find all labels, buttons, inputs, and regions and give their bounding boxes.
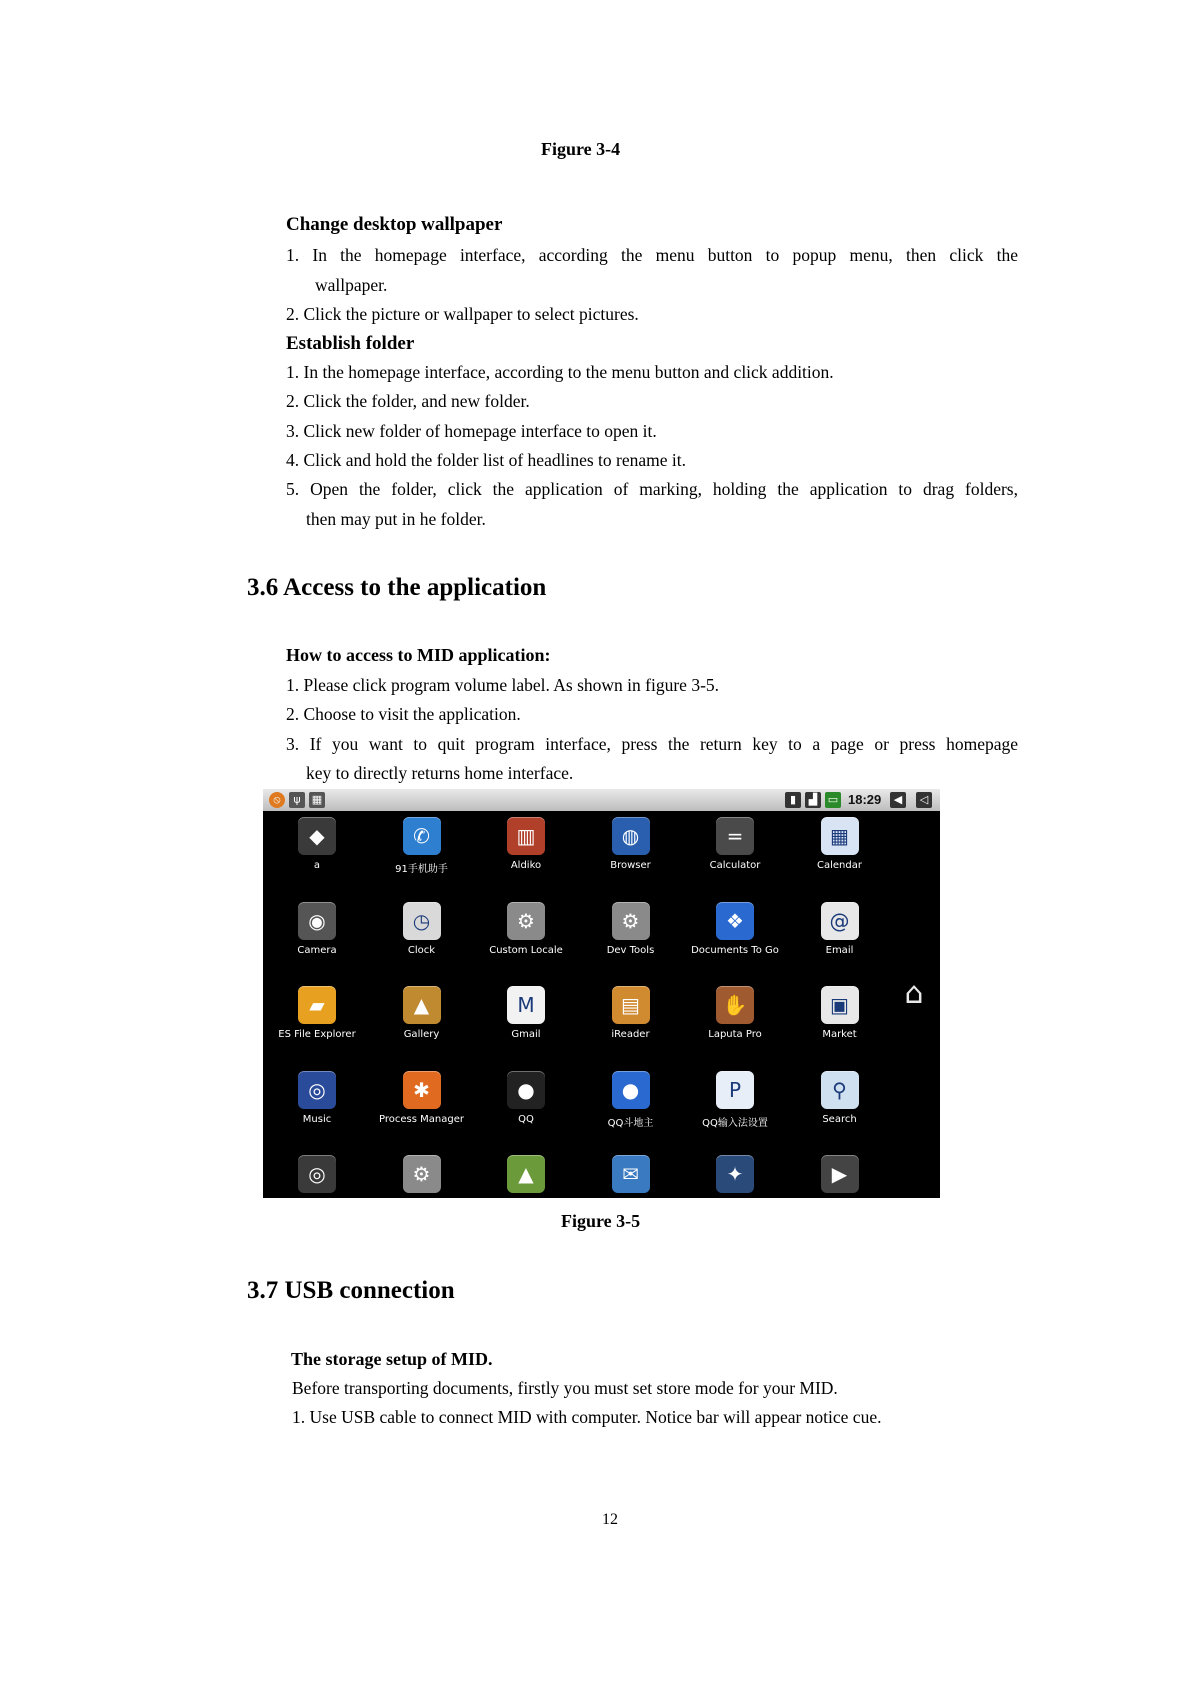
figure-caption: Figure 3-4	[541, 139, 621, 159]
status-time: 18:29	[848, 792, 882, 807]
android-icon: ▲	[507, 1155, 545, 1193]
app-label: Music	[302, 1113, 332, 1125]
app-label: Process Manager	[379, 1113, 464, 1125]
section-title-3-7: 3.7 USB connection	[247, 1277, 455, 1304]
app-label: Documents To Go	[691, 944, 779, 956]
folder-heading: Establish folder	[286, 333, 415, 354]
app-camera[interactable]	[265, 896, 369, 980]
compass-icon: ✦	[716, 1155, 754, 1193]
app-qq斗地主[interactable]	[579, 1065, 683, 1149]
app-label: Calculator	[709, 860, 761, 871]
app-label: Gallery	[403, 1029, 440, 1040]
app-clock[interactable]	[370, 896, 474, 980]
app-label: ES File Explorer	[278, 1029, 356, 1040]
folder-icon: ▰	[298, 986, 336, 1024]
gmail-icon: M	[507, 986, 545, 1024]
app-market[interactable]	[788, 980, 892, 1064]
calendar-icon: ▦	[821, 817, 859, 855]
app-music[interactable]	[265, 1065, 369, 1149]
app-label: Search	[822, 1113, 857, 1125]
access-step-3-cont: key to directly returns home interface.	[306, 763, 574, 783]
cube-icon: ◆	[298, 817, 336, 855]
folder-step-3: 3. Click new folder of homepage interface to open it.	[286, 421, 657, 441]
usb-icon: ψ	[289, 792, 305, 808]
app-gmail[interactable]	[474, 980, 578, 1064]
app-unlabeled-24[interactable]	[265, 1149, 369, 1198]
bookshelf-icon: ▥	[507, 817, 545, 855]
app-label: Clock	[407, 944, 436, 956]
ireader-icon: ▤	[612, 986, 650, 1024]
wallpaper-step-1-cont: wallpaper.	[315, 275, 388, 295]
market-icon: ▣	[821, 986, 859, 1024]
app-label: QQ斗地主	[607, 1117, 654, 1129]
folder-step-2: 2. Click the folder, and new folder.	[286, 391, 530, 411]
clock-icon: ◷	[403, 902, 441, 940]
usb-line-1: Before transporting documents, firstly you must set store mode for your MID.	[292, 1378, 838, 1398]
access-step-3: 3. If you want to quit program interface, press the return key to a page or press homepage	[286, 734, 1018, 754]
app-label: Browser	[610, 860, 651, 871]
app-browser[interactable]	[579, 811, 683, 895]
app-drawer-screenshot	[263, 789, 940, 1198]
phone-assistant-icon: ✆	[403, 817, 441, 855]
penguin-icon: ●	[507, 1071, 545, 1109]
app-custom-locale[interactable]	[474, 896, 578, 980]
app-gallery[interactable]	[370, 980, 474, 1064]
home-icon[interactable]: ⌂	[904, 976, 924, 1011]
app-label: Camera	[297, 944, 337, 956]
app-label: a	[313, 860, 321, 871]
app-label: Gmail	[511, 1029, 541, 1040]
app-qq输入法设置[interactable]	[683, 1065, 787, 1149]
youtube-icon: ▶	[821, 1155, 859, 1193]
folder-step-1: 1. In the homepage interface, according to the menu button and click addition.	[286, 362, 834, 382]
mute-icon: ◁	[916, 792, 932, 808]
wallpaper-step-2: 2. Click the picture or wallpaper to select pictures.	[286, 304, 639, 324]
laputa-icon: ✋	[716, 986, 754, 1024]
documents-icon: ❖	[716, 902, 754, 940]
app-label: 91手机助手	[395, 864, 448, 875]
usb-line-2: 1. Use USB cable to connect MID with computer. Notice bar will appear notice cue.	[292, 1407, 882, 1427]
app-calendar[interactable]	[788, 811, 892, 895]
sd-card-icon: ▮	[785, 792, 801, 808]
signal-icon: ▟	[805, 792, 821, 808]
status-bar	[263, 789, 940, 811]
battery-icon: ▭	[825, 792, 841, 808]
folder-step-5: 5. Open the folder, click the application of marking, holding the application to drag folders,	[286, 479, 1018, 499]
camera-icon: ◉	[298, 902, 336, 940]
usb-subheading: The storage setup of MID.	[291, 1349, 493, 1369]
qq-input-icon: P	[716, 1071, 754, 1109]
gear-icon: ⚙	[507, 902, 545, 940]
app-a[interactable]	[265, 811, 369, 895]
notification-icon: ⦸	[269, 792, 285, 808]
app-label: Email	[825, 944, 854, 956]
app-label: Custom Locale	[489, 944, 563, 956]
access-step-2: 2. Choose to visit the application.	[286, 704, 521, 724]
app-unlabeled-25[interactable]	[370, 1149, 474, 1198]
gallery-icon: ▲	[403, 986, 441, 1024]
page-number: 12	[602, 1511, 618, 1528]
app-91手机助手[interactable]	[370, 811, 474, 895]
gear-icon: ⚙	[612, 902, 650, 940]
volume-icon: ◀	[890, 792, 906, 808]
access-step-1: 1. Please click program volume label. As shown in figure 3-5.	[286, 675, 720, 695]
section-title-3-6: 3.6 Access to the application	[247, 574, 547, 601]
app-laputa-pro[interactable]	[683, 980, 787, 1064]
app-label: iReader	[611, 1029, 650, 1040]
music-icon: ◎	[298, 1071, 336, 1109]
app-label: QQ输入法设置	[702, 1117, 768, 1129]
app-unlabeled-26[interactable]	[474, 1149, 578, 1198]
gear-icon: ⚙	[403, 1155, 441, 1193]
globe-icon: ◍	[612, 817, 650, 855]
wallpaper-heading: Change desktop wallpaper	[286, 214, 503, 235]
email-icon: @	[821, 902, 859, 940]
app-label: Calendar	[817, 860, 862, 871]
talk-icon: ✉	[612, 1155, 650, 1193]
target-icon: ◎	[298, 1155, 336, 1193]
app-dev-tools[interactable]	[579, 896, 683, 980]
app-unlabeled-27[interactable]	[579, 1149, 683, 1198]
folder-step-4: 4. Click and hold the folder list of headlines to rename it.	[286, 450, 686, 470]
app-aldiko[interactable]	[474, 811, 578, 895]
app-email[interactable]	[788, 896, 892, 980]
figure-caption-3-5: Figure 3-5	[561, 1211, 641, 1231]
app-unlabeled-29[interactable]	[788, 1149, 892, 1198]
app-qq[interactable]	[474, 1065, 578, 1149]
app-label: Market	[822, 1029, 857, 1040]
folder-step-5-cont: then may put in he folder.	[306, 509, 486, 529]
search-icon: ⚲	[821, 1071, 859, 1109]
app-grid	[265, 811, 893, 1198]
qq-game-icon: ●	[612, 1071, 650, 1109]
process-manager-icon: ✱	[403, 1071, 441, 1109]
app-label: Aldiko	[510, 860, 542, 871]
android-debug-icon: ▦	[309, 792, 325, 808]
app-search[interactable]	[788, 1065, 892, 1149]
app-calculator[interactable]	[683, 811, 787, 895]
access-subheading: How to access to MID application:	[286, 645, 551, 665]
app-unlabeled-28[interactable]	[683, 1149, 787, 1198]
app-es-file-explorer[interactable]	[265, 980, 369, 1064]
app-documents-to-go[interactable]	[683, 896, 787, 980]
app-ireader[interactable]	[579, 980, 683, 1064]
calculator-icon: =	[716, 817, 754, 855]
wallpaper-step-1: 1. In the homepage interface, according the menu button to popup menu, then click the	[286, 245, 1018, 265]
app-label: Dev Tools	[606, 944, 655, 956]
app-process-manager[interactable]	[370, 1065, 474, 1149]
app-label: Laputa Pro	[708, 1029, 762, 1040]
app-label: QQ	[518, 1113, 534, 1125]
